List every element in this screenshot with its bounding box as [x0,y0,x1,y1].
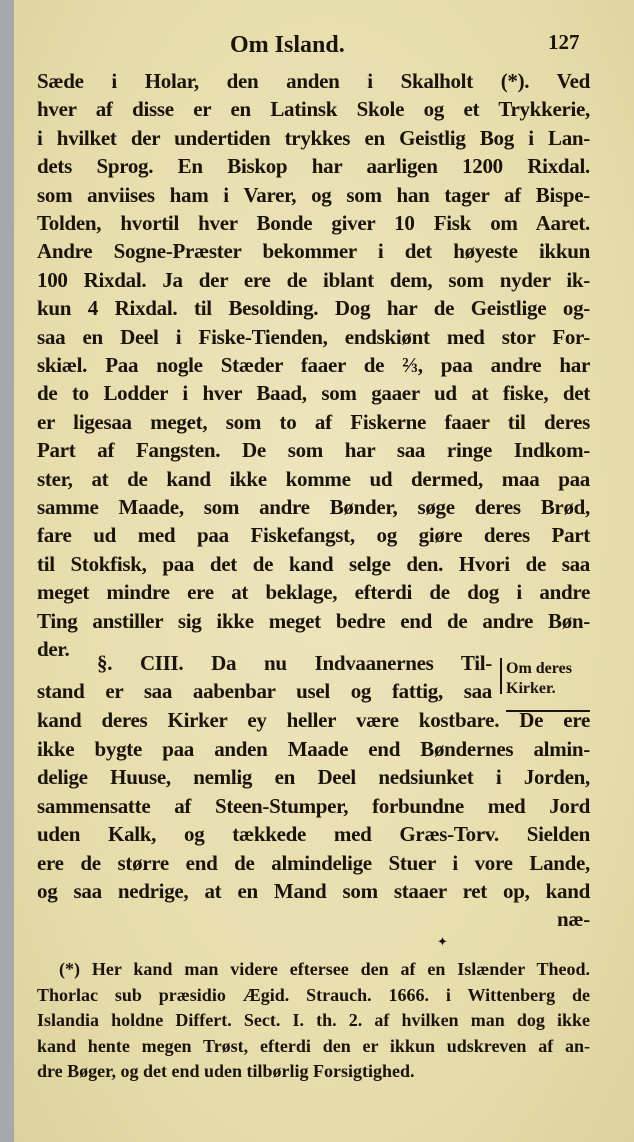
text-line: der. [37,637,70,661]
footnote-line: dre Bøger, og det end uden tilbørlig Forsigtighed. [37,1061,415,1081]
text-line: sammensatte af Steen-Stumper, forbundne med Jord [37,793,590,818]
text-line: ere de større end de almindelige Stuer i vore Lande, [37,850,590,875]
text-line: ster, at de kand ikke komme ud dermed, maa paa [37,466,590,491]
text-line: fare ud med paa Fiskefangst, og giøre deres Part [37,523,590,548]
page-number: 127 [548,30,580,54]
text-line: er ligesaa meget, som to af Fiskerne faaer til deres [37,409,590,434]
text-line: Part af Fangsten. De som har saa ringe Indkom- [37,438,590,463]
catchword: næ- [557,907,590,931]
text-line: uden Kalk, og tækkede med Græs-Torv. Sielden [37,822,590,846]
text-line: samme Maade, som andre Bønder, søge deres Brød, [37,495,590,519]
running-head: Om Island. [230,32,345,58]
text-line: kand deres Kirker ey heller være kostbare. De ere [37,708,590,732]
text-line: som anviises ham i Varer, og som han tager af Bispe- [37,182,590,207]
footnote-line: kand hente megen Trøst, efterdi den er ikkun udskreven af an- [37,1035,590,1056]
text-line: skiæl. Paa nogle Stæder faaer de ⅔, paa andre har [37,353,590,377]
text-line: i hvilket der undertiden trykkes en Geistlig Bog i Lan- [37,125,590,150]
footnote-line: Thorlac sub præsidio Ægid. Strauch. 1666. i Wittenberg de [37,984,590,1005]
text-line: Ting anstiller sig ikke meget bedre end de andre Bøn- [37,608,590,633]
margin-note-rule [500,658,502,694]
text-line: ikke bygte paa anden Maade end Bøndernes almin- [37,736,590,761]
text-line: meget mindre ere at beklage, efterdi de dog i andre [37,580,590,605]
ornament-mark: ✦ [437,934,448,949]
text-line: Sæde i Holar, den anden i Skalholt (*). Ved [37,69,590,93]
footnote-line: Islandia holdne Differt. Sect. I. th. 2. af hvilken man dog ikke [37,1010,590,1030]
section-heading-line: §. CIII. Da nu Indvaanernes Til- [97,651,492,675]
text-line: stand er saa aabenbar usel og fattig, saa [37,679,492,703]
text-line: til Stokfisk, paa det de kand selge den. Hvori de saa [37,551,590,576]
text-line: Andre Sogne-Præster bekommer i det høyeste ikkun [37,239,590,264]
text-line: de to Lodder i hver Baad, som gaaer ud at fiske, det [37,381,590,406]
text-line: kun 4 Rixdal. til Besolding. Dog har de Geistlige og- [37,296,590,321]
margin-note-line: Om deres [506,660,572,677]
text-line: dets Sprog. En Biskop har aarligen 1200 Rixdal. [37,154,590,179]
text-line: hver af disse er en Latinsk Skole og et Trykkerie, [37,97,590,122]
text-line: saa en Deel i Fiske-Tienden, endskiønt med stor For- [37,324,590,349]
footnote-line: (*) Her kand man videre eftersee den af en Islænder Theod. [59,959,590,979]
margin-note-line: Kirker. [506,680,556,697]
text-line: delige Huuse, nemlig en Deel nedsiunket i Jorden, [37,765,590,789]
text-line: og saa nedrige, at en Mand som staaer ret op, kand [37,879,590,903]
text-line: 100 Rixdal. Ja der ere de iblant dem, som nyder ik- [37,267,590,292]
scan-edge [0,0,14,1142]
text-line: Tolden, hvortil hver Bonde giver 10 Fisk om Aaret. [37,211,590,235]
